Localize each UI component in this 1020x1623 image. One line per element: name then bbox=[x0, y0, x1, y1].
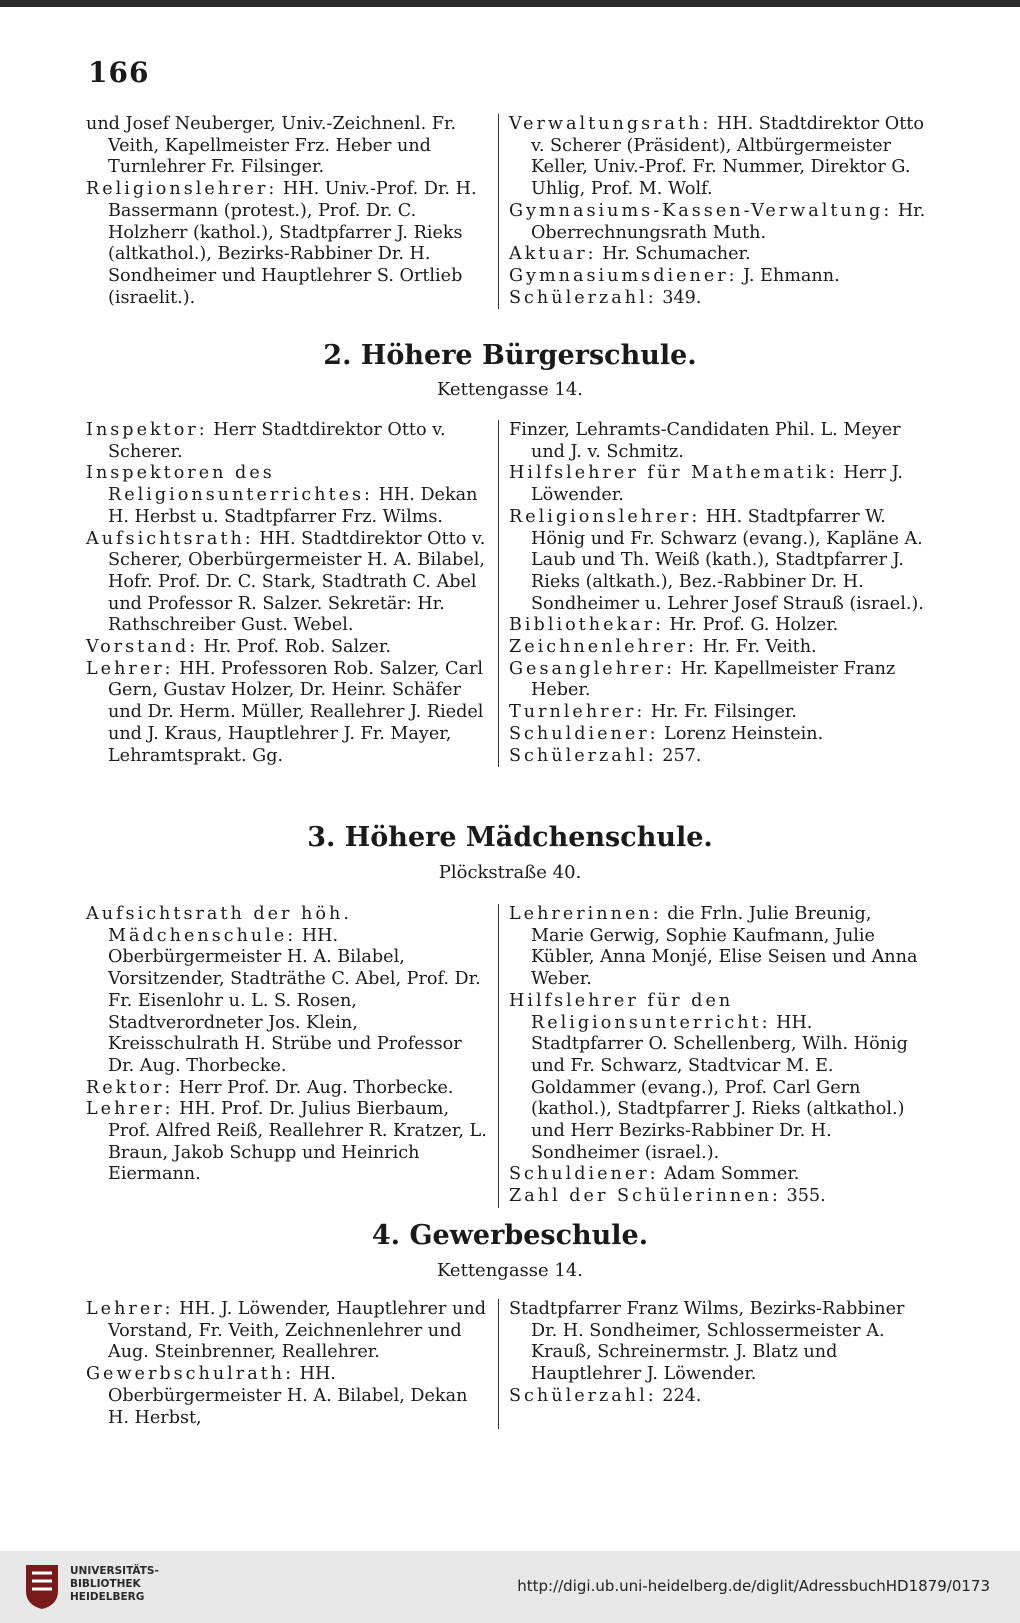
entry-text: HH. Oberbürgermeister H. A. Bilabel, Dekan H. Herbst, bbox=[108, 1364, 468, 1428]
entry-text: Hr. Fr. Filsinger. bbox=[645, 702, 798, 723]
entry-text: HH. Stadtdirektor Otto v. Scherer, Oberbürgermeister H. A. Bilabel, Hofr. Prof. Dr. C. Stark, Stadtrath C. Abel und Professor R. Salzer. Sekretär: Hr. Rathschreiber Gust. Webel. bbox=[108, 528, 486, 636]
entry-text: die Frln. Julie Breunig, Marie Gerwig, Sophie Kaufmann, Julie Kübler, Anna Monjé, Elise Seisen und Anna Weber. bbox=[531, 904, 918, 990]
entry-label: Schülerzahl: bbox=[509, 745, 657, 766]
library-name-line: HEIDELBERG bbox=[70, 1591, 145, 1603]
entry-text: Herr Stadtdirektor Otto v. Scherer. bbox=[108, 420, 446, 462]
entry-label: Lehrerinnen: bbox=[509, 904, 662, 924]
entry-text: Finzer, Lehramts-Candidaten Phil. L. Meyer und J. v. Schmitz. bbox=[509, 420, 901, 462]
section-address-gewerbeschule: Kettengasse 14. bbox=[436, 1260, 584, 1281]
entry-label: Aktuar: bbox=[509, 244, 597, 265]
entry-text: J. Ehmann. bbox=[737, 265, 840, 286]
library-name bbox=[70, 1565, 159, 1604]
entry-label: Gymnasiums-Kassen-Verwaltung: bbox=[509, 200, 893, 221]
directory-entry bbox=[509, 244, 926, 266]
directory-entry bbox=[86, 114, 490, 179]
section-title-gewerbeschule: 4. Gewerbeschule. bbox=[371, 1220, 649, 1251]
section-title-hoehere-buergerschule: 2. Höhere Bürgerschule. bbox=[323, 340, 697, 371]
entry-text: HH. Dekan H. Herbst u. Stadtpfarrer Frz. Wilms. bbox=[108, 485, 478, 527]
entry-text: HH. Oberbürgermeister H. A. Bilabel, Vorsitzender, Stadträthe C. Abel, Prof. Dr. Fr. Eisenlohr u. L. S. Rosen, Stadtverordneter Jos. Klein, Kreisschulrath H. Strübe und Professor Dr. Aug. Thorbecke. bbox=[108, 925, 481, 1076]
entry-text: Lorenz Heinstein. bbox=[658, 723, 824, 744]
directory-entry bbox=[86, 1099, 490, 1186]
entry-text: Hr. Fr. Veith. bbox=[697, 637, 817, 658]
library-name-line: BIBLIOTHEK bbox=[70, 1578, 141, 1590]
library-name-line: UNIVERSITÄTS- bbox=[70, 1565, 159, 1577]
entry-text: Hr. Kapellmeister Franz Heber. bbox=[531, 658, 896, 701]
entry-text: HH. Stadtdirektor Otto v. Scherer (Präsident), Altbürgermeister Keller, Univ.-Prof. Fr. Nummer, Direktor G. Uhlig, Prof. M. Wolf. bbox=[531, 114, 924, 200]
top-border-line bbox=[0, 0, 1020, 7]
entry-text: HH. Univ.-Prof. Dr. H. Bassermann (protest.), Prof. Dr. C. Holzherr (kathol.), Stadtpfarrer J. Rieks (altkathol.), Bezirks-Rabbiner Dr. H. Sondheimer und Hauptlehrer S. Ortlieb (israelit.). bbox=[108, 179, 477, 308]
entry-text: 349. bbox=[656, 287, 702, 308]
entry-label: Religionslehrer: bbox=[509, 506, 701, 527]
section4-body bbox=[86, 1299, 926, 1429]
footer-bar bbox=[0, 1551, 1020, 1623]
section4-left-column bbox=[86, 1299, 499, 1429]
entry-text: HH. Stadtpfarrer W. Hönig und Fr. Schwarz (evang.), Kapläne A. Laub und Th. Weiß (kath.), Stadtpfarrer J. Rieks (altkath.), Bez.-Rabbiner Dr. H. Sondheimer u. Lehrer Josef Strauß (israel.). bbox=[531, 506, 924, 614]
entry-label: Inspektor: bbox=[86, 420, 208, 440]
entry-label: Hilfslehrer für Mathematik: bbox=[509, 463, 838, 484]
entry-text: Herr J. Löwender. bbox=[531, 463, 904, 506]
entry-label: Schuldiener: bbox=[509, 723, 659, 744]
directory-entry bbox=[509, 615, 926, 637]
directory-entry bbox=[509, 114, 926, 201]
entry-label: Schülerzahl: bbox=[509, 287, 657, 308]
entry-text: 257. bbox=[656, 745, 702, 766]
directory-entry bbox=[509, 288, 926, 310]
entry-label: Gewerbschulrath: bbox=[86, 1364, 295, 1385]
directory-entry bbox=[509, 507, 926, 616]
section3-right-column bbox=[499, 904, 926, 1208]
section2-left-column bbox=[86, 420, 499, 767]
directory-entry bbox=[86, 1364, 490, 1429]
entry-label: Zahl der Schülerinnen: bbox=[509, 1186, 781, 1207]
directory-entry bbox=[509, 746, 926, 768]
directory-entry bbox=[509, 201, 926, 244]
directory-entry bbox=[86, 659, 490, 768]
directory-entry bbox=[86, 1299, 490, 1364]
directory-entry bbox=[86, 463, 490, 528]
directory-entry bbox=[509, 659, 926, 702]
entry-label: Vorstand: bbox=[86, 637, 199, 658]
block0-right-column bbox=[499, 114, 926, 309]
entry-text: Hr. Schumacher. bbox=[596, 244, 751, 265]
section-address-hoehere-maedchenschule: Plöckstraße 40. bbox=[438, 862, 582, 883]
entry-text: Hr. Prof. G. Holzer. bbox=[663, 615, 839, 636]
entry-label: Rektor: bbox=[86, 1077, 174, 1098]
directory-entry bbox=[86, 529, 490, 638]
entry-label: Lehrer: bbox=[86, 658, 174, 679]
directory-entry bbox=[86, 904, 490, 1078]
entry-label: Bibliothekar: bbox=[509, 615, 664, 636]
directory-entry bbox=[509, 904, 926, 991]
directory-entry bbox=[86, 179, 490, 309]
entry-text: HH. Prof. Dr. Julius Bierbaum, Prof. Alfred Reiß, Reallehrer R. Kratzer, L. Braun, Jakob Schupp und Heinrich Eiermann. bbox=[108, 1099, 487, 1185]
entry-text: 224. bbox=[656, 1385, 702, 1406]
entry-text: Hr. Prof. Rob. Salzer. bbox=[198, 637, 391, 658]
directory-entry bbox=[509, 724, 926, 746]
directory-entry bbox=[509, 702, 926, 724]
directory-entry bbox=[86, 420, 490, 463]
entry-label: Hilfslehrer für den Religionsunterricht: bbox=[509, 990, 771, 1033]
entry-text: Herr Prof. Dr. Aug. Thorbecke. bbox=[173, 1077, 454, 1098]
entry-label: Aufsichtsrath: bbox=[86, 528, 254, 549]
entry-text: Hr. Oberrechnungsrath Muth. bbox=[531, 200, 926, 243]
source-url-link[interactable]: http://digi.ub.uni-heidelberg.de/diglit/AdressbuchHD1879/0173 bbox=[517, 1577, 990, 1595]
entry-text: HH. Professoren Rob. Salzer, Carl Gern, Gustav Holzer, Dr. Heinr. Schäfer und Dr. Herm. Müller, Reallehrer J. Riedel und J. Kraus, Hauptlehrer J. Fr. Mayer, Lehramtsprakt. Gg. bbox=[108, 658, 484, 766]
section-title-hoehere-maedchenschule: 3. Höhere Mädchenschule. bbox=[307, 822, 713, 853]
entry-label: Gesanglehrer: bbox=[509, 658, 676, 679]
entry-label: Turnlehrer: bbox=[509, 702, 646, 723]
section4-right-column bbox=[499, 1299, 926, 1429]
directory-entry bbox=[509, 463, 926, 506]
section2-right-column bbox=[499, 420, 926, 767]
directory-entry bbox=[509, 420, 926, 463]
section3-left-column bbox=[86, 904, 499, 1208]
directory-entry bbox=[509, 1386, 926, 1408]
directory-entry bbox=[509, 266, 926, 288]
entry-text: Adam Sommer. bbox=[658, 1164, 800, 1185]
entry-label: Religionslehrer: bbox=[86, 179, 278, 200]
directory-entry bbox=[509, 991, 926, 1165]
library-logo-icon bbox=[22, 1561, 62, 1611]
entry-label: Lehrer: bbox=[86, 1299, 174, 1319]
entry-text: HH. Stadtpfarrer O. Schellenberg, Wilh. Hönig und Fr. Schwarz, Stadtvicar M. E. Goldammer (evang.), Prof. Carl Gern (kathol.), Stadtpfarrer J. Rieks (altkathol.) und Herr Bezirks-Rabbiner Dr. H. Sondheimer (israel.). bbox=[531, 1012, 908, 1163]
entry-label: Inspektoren des Religionsunterrichtes: bbox=[86, 463, 373, 506]
entry-label: Lehrer: bbox=[86, 1099, 174, 1120]
entry-label: Schuldiener: bbox=[509, 1164, 659, 1185]
directory-entry bbox=[509, 637, 926, 659]
entry-label: Schülerzahl: bbox=[509, 1385, 657, 1406]
entry-text: HH. J. Löwender, Hauptlehrer und Vorstand, Fr. Veith, Zeichnenlehrer und Aug. Steinbrenner, Reallehrer. bbox=[108, 1299, 486, 1363]
block-continuation bbox=[86, 114, 926, 309]
page-number: 166 bbox=[88, 56, 150, 89]
section3-body bbox=[86, 904, 926, 1208]
directory-entry bbox=[509, 1299, 926, 1386]
entry-label: Zeichnenlehrer: bbox=[509, 637, 698, 658]
entry-label: Aufsichtsrath der höh. Mädchenschule: bbox=[86, 904, 352, 946]
directory-entry bbox=[509, 1164, 926, 1186]
block0-left-column bbox=[86, 114, 499, 309]
entry-text: und Josef Neuberger, Univ.-Zeichnenl. Fr. Veith, Kapellmeister Frz. Heber und Turnlehrer Fr. Filsinger. bbox=[86, 114, 457, 178]
entry-text: 355. bbox=[780, 1186, 826, 1207]
section2-body bbox=[86, 420, 926, 767]
entry-label: Verwaltungsrath: bbox=[509, 114, 712, 134]
entry-label: Gymnasiumsdiener: bbox=[509, 265, 738, 286]
directory-entry bbox=[509, 1186, 926, 1208]
directory-entry bbox=[86, 637, 490, 659]
entry-text: Stadtpfarrer Franz Wilms, Bezirks-Rabbiner Dr. H. Sondheimer, Schlossermeister A. Krauß, Schreinermstr. J. Blatz und Hauptlehrer J. Löwender. bbox=[509, 1299, 905, 1385]
directory-entry bbox=[86, 1078, 490, 1100]
section-address-hoehere-buergerschule: Kettengasse 14. bbox=[436, 379, 584, 400]
